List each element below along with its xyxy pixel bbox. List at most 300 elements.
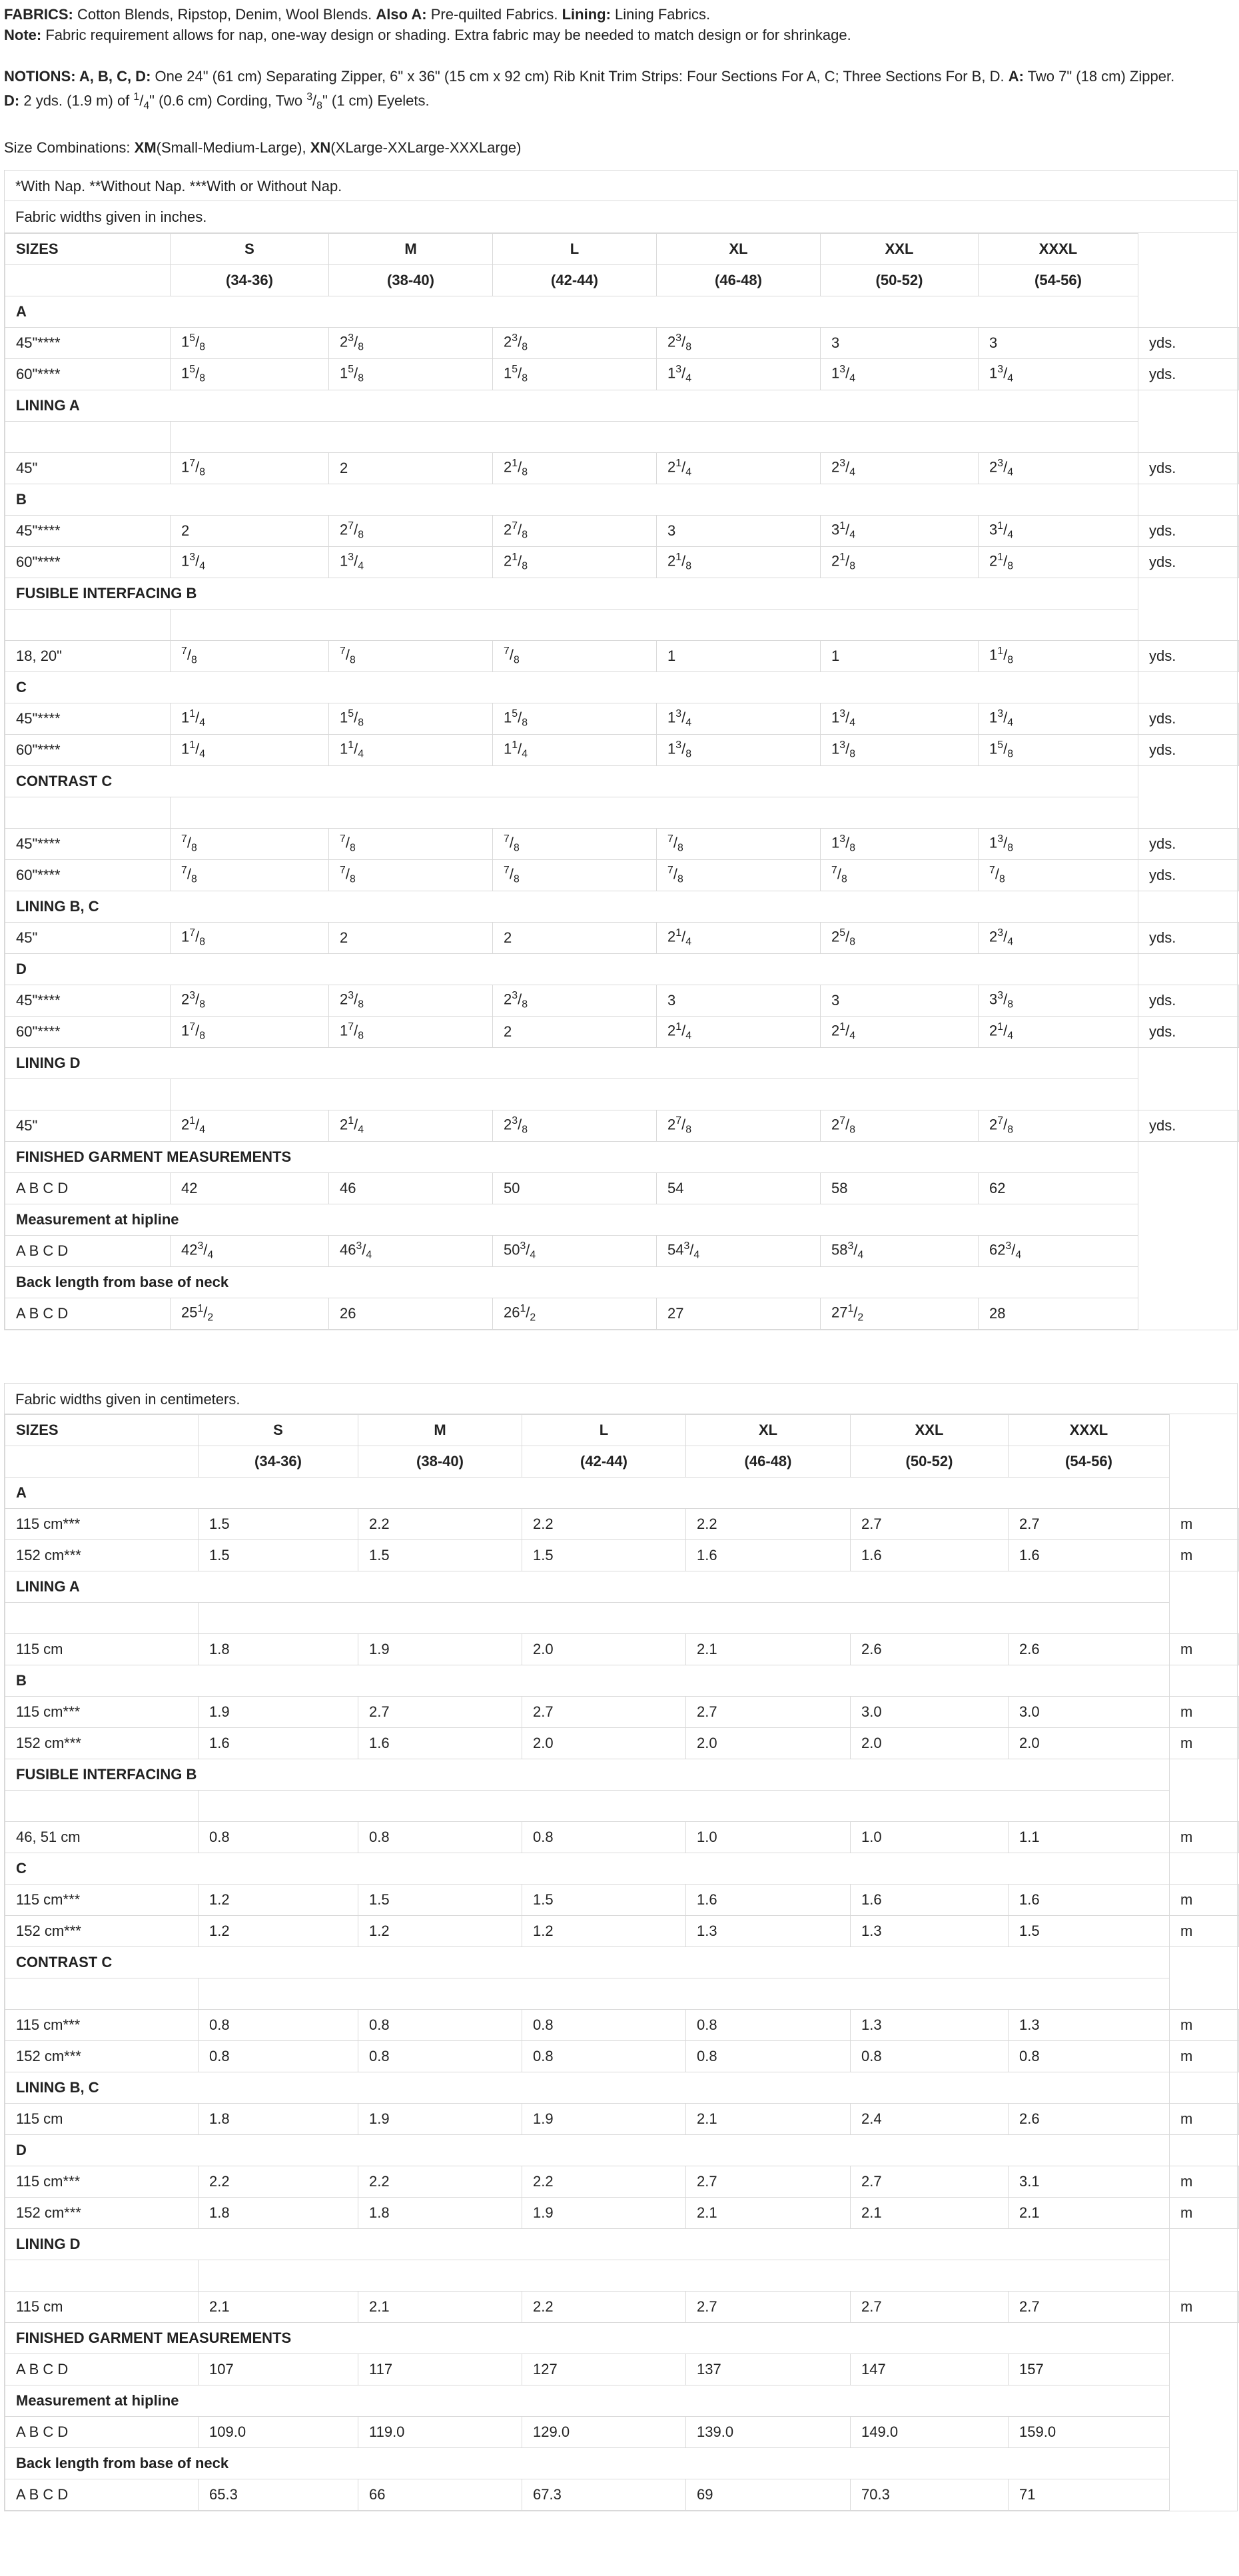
row-label: 152 cm*** xyxy=(5,1915,199,1946)
fabrics-label: FABRICS: xyxy=(4,6,73,23)
section-row xyxy=(5,1946,1239,1978)
size-range: (54-56) xyxy=(979,264,1138,296)
table-row xyxy=(5,1884,1239,1915)
value-cell: $54^3/_4$ xyxy=(657,1235,821,1266)
size-range: (46-48) xyxy=(686,1446,851,1477)
notions-a-label: A: xyxy=(1008,68,1024,85)
section-spacer-row xyxy=(5,1978,1239,2009)
section-row xyxy=(5,1141,1239,1172)
value-cell: $^7/_8$ xyxy=(329,828,493,859)
unit-cell: yds. xyxy=(1138,734,1239,765)
row-label: 60"**** xyxy=(5,546,171,578)
section-title: B xyxy=(5,484,1138,515)
value-cell: $3^3/_8$ xyxy=(979,985,1138,1016)
row-label: 115 cm*** xyxy=(5,1696,199,1727)
section-row xyxy=(5,2228,1239,2260)
table-row xyxy=(5,1016,1239,1047)
table-row xyxy=(5,734,1239,765)
value-cell: 0.8 xyxy=(522,2009,686,2040)
value-cell: 3 xyxy=(657,515,821,546)
value-cell: 2.7 xyxy=(358,1696,522,1727)
value-cell: $^7/_8$ xyxy=(821,859,979,891)
value-cell: $1^3/_8$ xyxy=(821,734,979,765)
table-row xyxy=(5,985,1239,1016)
value-cell: 157 xyxy=(1009,2354,1170,2385)
section-title: FUSIBLE INTERFACING B xyxy=(5,578,1138,609)
unit-cell: m xyxy=(1170,2166,1239,2197)
row-label: A B C D xyxy=(5,2354,199,2385)
value-cell: 0.8 xyxy=(199,1821,358,1853)
value-cell: 2.7 xyxy=(851,2166,1009,2197)
value-cell: 2.2 xyxy=(522,2166,686,2197)
size-range: (50-52) xyxy=(851,1446,1009,1477)
value-cell: 67.3 xyxy=(522,2479,686,2510)
value-cell: $1^7/_8$ xyxy=(171,922,329,953)
value-cell: 1.9 xyxy=(199,1696,358,1727)
value-cell: $2^3/_8$ xyxy=(493,985,657,1016)
notions-a-text: Two 7" (18 cm) Zipper. xyxy=(1027,68,1175,85)
section-title: C xyxy=(5,1853,1170,1884)
value-cell: 1.5 xyxy=(199,1508,358,1539)
value-cell: 1.3 xyxy=(1009,2009,1170,2040)
size-range: (42-44) xyxy=(493,264,657,296)
value-cell: 2.2 xyxy=(686,1508,851,1539)
value-cell: $2^1/_4$ xyxy=(171,1110,329,1141)
value-cell: 1.9 xyxy=(522,2103,686,2134)
value-cell: 71 xyxy=(1009,2479,1170,2510)
row-label: 46, 51 cm xyxy=(5,1821,199,1853)
value-cell: $1^1/_4$ xyxy=(493,734,657,765)
notions-text: One 24" (61 cm) Separating Zipper, 6" x 36" (15 cm x 92 cm) Rib Knit Trim Strips: Four Sections For A, C; Three Sections For B, D. xyxy=(155,68,1005,85)
value-cell: $2^1/_8$ xyxy=(979,546,1138,578)
section-row xyxy=(5,1759,1239,1790)
value-cell: 147 xyxy=(851,2354,1009,2385)
value-cell: 42 xyxy=(171,1172,329,1204)
value-cell: 1.3 xyxy=(686,1915,851,1946)
value-cell: 3 xyxy=(657,985,821,1016)
value-cell: 1.2 xyxy=(199,1884,358,1915)
section-title: Measurement at hipline xyxy=(5,2385,1170,2416)
size-ranges-row xyxy=(5,264,1239,296)
value-cell: $50^3/_4$ xyxy=(493,1235,657,1266)
value-cell: 1.5 xyxy=(358,1884,522,1915)
table-row xyxy=(5,1298,1239,1329)
value-cell: 107 xyxy=(199,2354,358,2385)
value-cell: $1^7/_8$ xyxy=(171,452,329,484)
size-range: (34-36) xyxy=(199,1446,358,1477)
value-cell: 119.0 xyxy=(358,2416,522,2447)
value-cell: 3 xyxy=(821,327,979,358)
section-title: LINING A xyxy=(5,390,1138,421)
value-cell: 117 xyxy=(358,2354,522,2385)
section-row xyxy=(5,578,1239,609)
unit-cell: yds. xyxy=(1138,515,1239,546)
value-cell: 0.8 xyxy=(199,2040,358,2072)
value-cell: 1.3 xyxy=(851,2009,1009,2040)
size-header: L xyxy=(522,1414,686,1446)
size-header: XXXL xyxy=(1009,1414,1170,1446)
value-cell: 2.7 xyxy=(1009,1508,1170,1539)
table-row xyxy=(5,546,1239,578)
section-spacer-row xyxy=(5,609,1239,640)
value-cell: $1^3/_8$ xyxy=(979,828,1138,859)
value-cell: $1^1/_8$ xyxy=(979,640,1138,671)
value-cell: 2.1 xyxy=(199,2291,358,2322)
unit-cell: m xyxy=(1170,1539,1239,1571)
table-row xyxy=(5,452,1239,484)
unit-cell: yds. xyxy=(1138,922,1239,953)
section-row xyxy=(5,671,1239,703)
value-cell: $2^1/_8$ xyxy=(493,452,657,484)
table-row xyxy=(5,1915,1239,1946)
row-label: 45"**** xyxy=(5,703,171,734)
size-header: S xyxy=(199,1414,358,1446)
row-label: 115 cm*** xyxy=(5,2166,199,2197)
value-cell: 1.3 xyxy=(851,1915,1009,1946)
size-header: M xyxy=(329,233,493,264)
value-cell: $1^3/_4$ xyxy=(979,358,1138,390)
value-cell: 2.7 xyxy=(1009,2291,1170,2322)
value-cell: $2^3/_8$ xyxy=(329,985,493,1016)
section-title: FINISHED GARMENT MEASUREMENTS xyxy=(5,1141,1138,1172)
value-cell: $1^3/_4$ xyxy=(171,546,329,578)
value-cell: 1.9 xyxy=(358,1633,522,1665)
value-cell: 1.5 xyxy=(358,1539,522,1571)
value-cell: 2.0 xyxy=(522,1633,686,1665)
notions-line xyxy=(4,66,1235,87)
unit-cell: m xyxy=(1170,1821,1239,1853)
unit-cell: yds. xyxy=(1138,859,1239,891)
value-cell: $2^3/_4$ xyxy=(979,922,1138,953)
section-row xyxy=(5,765,1239,797)
section-title: Measurement at hipline xyxy=(5,1204,1138,1235)
value-cell: $1^1/_4$ xyxy=(171,703,329,734)
size-range: (50-52) xyxy=(821,264,979,296)
size-header: XXL xyxy=(851,1414,1009,1446)
value-cell: 1.2 xyxy=(358,1915,522,1946)
section-spacer-row xyxy=(5,421,1239,452)
value-cell: 1.6 xyxy=(851,1884,1009,1915)
section-title: CONTRAST C xyxy=(5,765,1138,797)
value-cell: 2.7 xyxy=(686,2291,851,2322)
value-cell: $26^1/_2$ xyxy=(493,1298,657,1329)
value-cell: $2^3/_8$ xyxy=(657,327,821,358)
section-row xyxy=(5,953,1239,985)
value-cell: 1 xyxy=(657,640,821,671)
nap-note: *With Nap. **Without Nap. ***With or Without Nap. xyxy=(4,170,1238,201)
value-cell: 0.8 xyxy=(686,2040,851,2072)
value-cell: 2.7 xyxy=(522,1696,686,1727)
value-cell: 2.1 xyxy=(686,2103,851,2134)
value-cell: 1.5 xyxy=(199,1539,358,1571)
value-cell: 2.0 xyxy=(686,1727,851,1759)
value-cell: 1.6 xyxy=(1009,1884,1170,1915)
unit-cell: yds. xyxy=(1138,640,1239,671)
value-cell: $2^1/_4$ xyxy=(821,1016,979,1047)
unit-cell: yds. xyxy=(1138,546,1239,578)
value-cell: $2^7/_8$ xyxy=(657,1110,821,1141)
row-label: 115 cm*** xyxy=(5,1884,199,1915)
value-cell: $^7/_8$ xyxy=(493,859,657,891)
section-title: D xyxy=(5,2134,1170,2166)
sizes-label: SIZES xyxy=(5,1414,199,1446)
row-label: 45" xyxy=(5,452,171,484)
unit-cell: yds. xyxy=(1138,452,1239,484)
xm-label: XM xyxy=(134,139,157,156)
value-cell: 1.6 xyxy=(686,1539,851,1571)
section-title: B xyxy=(5,1665,1170,1696)
value-cell: $2^3/_4$ xyxy=(821,452,979,484)
section-title: CONTRAST C xyxy=(5,1946,1170,1978)
value-cell: $1^5/_8$ xyxy=(329,358,493,390)
size-range: (34-36) xyxy=(171,264,329,296)
value-cell: 3.0 xyxy=(851,1696,1009,1727)
also-text: Pre-quilted Fabrics. xyxy=(430,6,558,23)
value-cell: $2^3/_8$ xyxy=(493,327,657,358)
value-cell: $^7/_8$ xyxy=(979,859,1138,891)
sizes-header-row xyxy=(5,233,1239,264)
table-row xyxy=(5,515,1239,546)
value-cell: 2.7 xyxy=(851,1508,1009,1539)
sizes-header-row xyxy=(5,1414,1239,1446)
unit-cell: m xyxy=(1170,2197,1239,2228)
value-cell: 46 xyxy=(329,1172,493,1204)
value-cell: 2.7 xyxy=(851,2291,1009,2322)
value-cell: $1^5/_8$ xyxy=(493,703,657,734)
value-cell: 159.0 xyxy=(1009,2416,1170,2447)
section-row xyxy=(5,1266,1239,1298)
value-cell: 3 xyxy=(979,327,1138,358)
unit-cell: yds. xyxy=(1138,985,1239,1016)
value-cell: 1.2 xyxy=(522,1915,686,1946)
value-cell: 0.8 xyxy=(358,2040,522,2072)
note-label: Note: xyxy=(4,27,42,43)
section-row xyxy=(5,484,1239,515)
value-cell: $2^3/_4$ xyxy=(979,452,1138,484)
row-label: 152 cm*** xyxy=(5,1727,199,1759)
row-label: A B C D xyxy=(5,1172,171,1204)
table-row xyxy=(5,2103,1239,2134)
row-label: 152 cm*** xyxy=(5,1539,199,1571)
unit-cell: m xyxy=(1170,2103,1239,2134)
row-label: 115 cm xyxy=(5,1633,199,1665)
notions-d-label: D: xyxy=(4,92,20,109)
value-cell: $2^7/_8$ xyxy=(979,1110,1138,1141)
value-cell: 1.6 xyxy=(686,1884,851,1915)
row-label: 45"**** xyxy=(5,515,171,546)
unit-cell: m xyxy=(1170,1915,1239,1946)
size-header: XL xyxy=(657,233,821,264)
unit-cell: m xyxy=(1170,2040,1239,2072)
size-combinations-line xyxy=(4,137,1235,158)
value-cell: 2.6 xyxy=(1009,2103,1170,2134)
lining-text: Lining Fabrics. xyxy=(615,6,711,23)
row-label: 60"**** xyxy=(5,1016,171,1047)
value-cell: $^7/_8$ xyxy=(329,859,493,891)
value-cell: 50 xyxy=(493,1172,657,1204)
value-cell: $^7/_8$ xyxy=(171,859,329,891)
value-cell: 2.0 xyxy=(851,1727,1009,1759)
section-row xyxy=(5,1853,1239,1884)
section-title: Back length from base of neck xyxy=(5,2447,1170,2479)
unit-cell: yds. xyxy=(1138,327,1239,358)
value-cell: 1.6 xyxy=(1009,1539,1170,1571)
table-row xyxy=(5,922,1239,953)
value-cell: $^7/_8$ xyxy=(171,828,329,859)
size-header: XXXL xyxy=(979,233,1138,264)
value-cell: $2^7/_8$ xyxy=(329,515,493,546)
value-cell: $3^1/_4$ xyxy=(821,515,979,546)
value-cell: 1 xyxy=(821,640,979,671)
row-label: A B C D xyxy=(5,1235,171,1266)
section-row xyxy=(5,891,1239,922)
value-cell: $^7/_8$ xyxy=(493,828,657,859)
value-cell: $^7/_8$ xyxy=(171,640,329,671)
section-row xyxy=(5,296,1239,327)
value-cell: $2^7/_8$ xyxy=(821,1110,979,1141)
value-cell: 3.0 xyxy=(1009,1696,1170,1727)
value-cell: 149.0 xyxy=(851,2416,1009,2447)
table-row xyxy=(5,1110,1239,1141)
value-cell: 28 xyxy=(979,1298,1138,1329)
section-spacer-row xyxy=(5,2260,1239,2291)
section-spacer-row xyxy=(5,1790,1239,1821)
table-row xyxy=(5,2479,1239,2510)
value-cell: 1.5 xyxy=(522,1884,686,1915)
value-cell: 2.2 xyxy=(358,1508,522,1539)
value-cell: 2 xyxy=(493,922,657,953)
value-cell: $1^5/_8$ xyxy=(979,734,1138,765)
row-label: 60"**** xyxy=(5,734,171,765)
table-row xyxy=(5,640,1239,671)
row-label: 45" xyxy=(5,1110,171,1141)
value-cell: $1^3/_4$ xyxy=(821,358,979,390)
value-cell: $1^1/_4$ xyxy=(171,734,329,765)
value-cell: 26 xyxy=(329,1298,493,1329)
value-cell: $2^1/_4$ xyxy=(979,1016,1138,1047)
row-label: 18, 20" xyxy=(5,640,171,671)
table-row xyxy=(5,1696,1239,1727)
size-range: (38-40) xyxy=(358,1446,522,1477)
section-title: FINISHED GARMENT MEASUREMENTS xyxy=(5,2322,1170,2354)
value-cell: 0.8 xyxy=(199,2009,358,2040)
size-header: S xyxy=(171,233,329,264)
unit-cell: yds. xyxy=(1138,703,1239,734)
value-cell: 3 xyxy=(821,985,979,1016)
unit-cell: m xyxy=(1170,2291,1239,2322)
note-line xyxy=(4,25,1235,45)
section-row xyxy=(5,390,1239,421)
unit-cell: yds. xyxy=(1138,1110,1239,1141)
value-cell: $1^5/_8$ xyxy=(329,703,493,734)
value-cell: 2.7 xyxy=(686,1696,851,1727)
value-cell: 1.5 xyxy=(522,1539,686,1571)
notions-label: NOTIONS: A, B, C, D: xyxy=(4,68,151,85)
section-title: D xyxy=(5,953,1138,985)
table-row xyxy=(5,1172,1239,1204)
value-cell: $62^3/_4$ xyxy=(979,1235,1138,1266)
value-cell: $1^7/_8$ xyxy=(329,1016,493,1047)
section-row xyxy=(5,2385,1239,2416)
size-header: XL xyxy=(686,1414,851,1446)
value-cell: 1.8 xyxy=(199,1633,358,1665)
inches-table xyxy=(5,233,1239,1330)
value-cell: $1^3/_8$ xyxy=(657,734,821,765)
table-row xyxy=(5,1633,1239,1665)
value-cell: $2^1/_8$ xyxy=(821,546,979,578)
value-cell: $3^1/_4$ xyxy=(979,515,1138,546)
value-cell: 2.1 xyxy=(686,1633,851,1665)
cm-caption: Fabric widths given in centimeters. xyxy=(4,1383,1238,1414)
section-title: LINING A xyxy=(5,1571,1170,1602)
value-cell: $2^1/_4$ xyxy=(657,452,821,484)
inches-table-wrap xyxy=(4,233,1238,1330)
value-cell: 1.0 xyxy=(851,1821,1009,1853)
value-cell: $1^5/_8$ xyxy=(493,358,657,390)
table-row xyxy=(5,2009,1239,2040)
row-label: 115 cm*** xyxy=(5,1508,199,1539)
value-cell: 137 xyxy=(686,2354,851,2385)
table-row xyxy=(5,1727,1239,1759)
size-ranges-row xyxy=(5,1446,1239,1477)
value-cell: 27 xyxy=(657,1298,821,1329)
section-row xyxy=(5,1665,1239,1696)
value-cell: $27^1/_2$ xyxy=(821,1298,979,1329)
table-row xyxy=(5,1821,1239,1853)
value-cell: 1.6 xyxy=(358,1727,522,1759)
unit-cell: yds. xyxy=(1138,1016,1239,1047)
unit-cell: m xyxy=(1170,1696,1239,1727)
row-label: 45"**** xyxy=(5,828,171,859)
table-row xyxy=(5,2291,1239,2322)
section-row xyxy=(5,2072,1239,2103)
row-label: 45" xyxy=(5,922,171,953)
value-cell: 69 xyxy=(686,2479,851,2510)
row-label: 60"**** xyxy=(5,358,171,390)
value-cell: 2.2 xyxy=(199,2166,358,2197)
value-cell: $^7/_8$ xyxy=(657,828,821,859)
table-row xyxy=(5,2416,1239,2447)
row-label: A B C D xyxy=(5,2416,199,2447)
value-cell: 129.0 xyxy=(522,2416,686,2447)
row-label: 60"**** xyxy=(5,859,171,891)
value-cell: $1^5/_8$ xyxy=(171,327,329,358)
section-title: C xyxy=(5,671,1138,703)
section-row xyxy=(5,1204,1239,1235)
value-cell: $42^3/_4$ xyxy=(171,1235,329,1266)
value-cell: 1.5 xyxy=(1009,1915,1170,1946)
row-label: 115 cm xyxy=(5,2291,199,2322)
size-header: M xyxy=(358,1414,522,1446)
table-row xyxy=(5,2166,1239,2197)
row-label: A B C D xyxy=(5,1298,171,1329)
value-cell: 62 xyxy=(979,1172,1138,1204)
unit-cell: m xyxy=(1170,1508,1239,1539)
size-combo-label: Size Combinations: xyxy=(4,139,131,156)
value-cell: 2.1 xyxy=(358,2291,522,2322)
section-spacer-row xyxy=(5,1078,1239,1110)
value-cell: 65.3 xyxy=(199,2479,358,2510)
table-row xyxy=(5,2197,1239,2228)
table-row xyxy=(5,828,1239,859)
value-cell: 2.6 xyxy=(851,1633,1009,1665)
size-range: (42-44) xyxy=(522,1446,686,1477)
table-row xyxy=(5,1508,1239,1539)
table-row xyxy=(5,2040,1239,2072)
value-cell: 2 xyxy=(171,515,329,546)
section-spacer-row xyxy=(5,1602,1239,1633)
value-cell: 54 xyxy=(657,1172,821,1204)
